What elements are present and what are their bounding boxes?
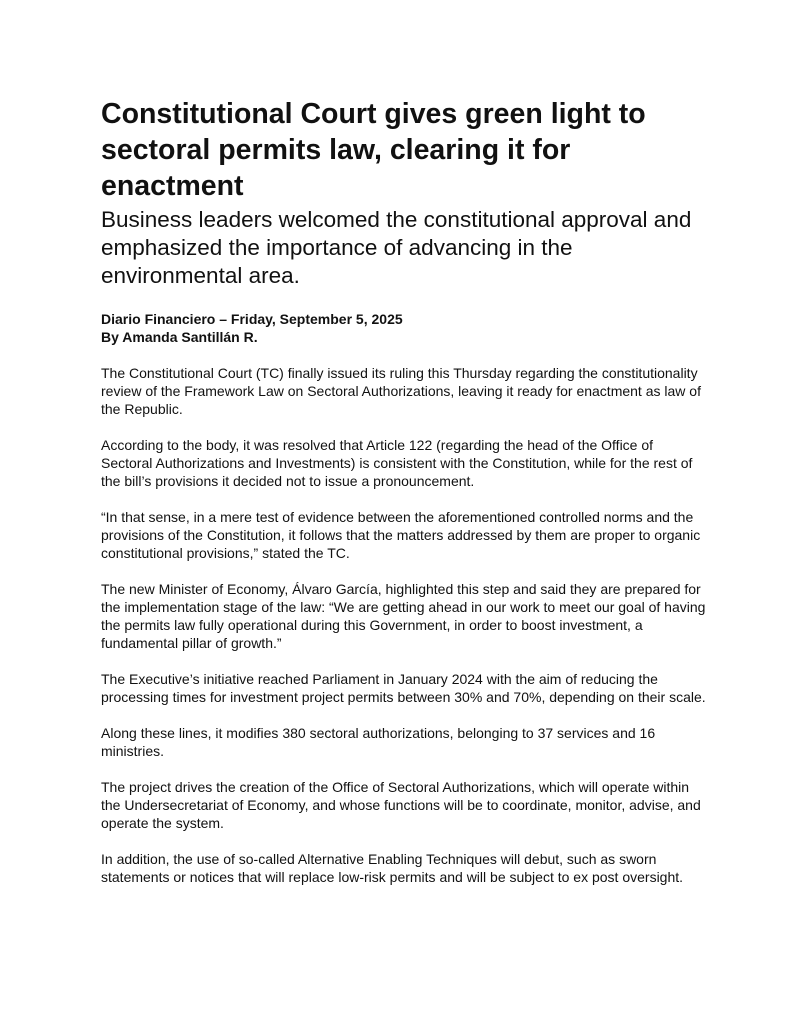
byline: By Amanda Santillán R.: [101, 329, 258, 345]
paragraph: According to the body, it was resolved that Article 122 (regarding the head of the Office of Sectoral Authorizations and Investments) is consistent with the Constitution, while for the rest of the bill’s provisions it decided not to issue a pronouncement.: [101, 437, 693, 489]
paragraph: Along these lines, it modifies 380 sectoral authorizations, belonging to 37 services and 16 ministries.: [101, 725, 656, 759]
paragraph: “In that sense, in a mere test of evidence between the aforementioned controlled norms and the provisions of the Constitution, it follows that the matters addressed by them are proper to organic constitutional provisions,” stated the TC.: [101, 509, 701, 561]
paragraph: The project drives the creation of the Office of Sectoral Authorizations, which will operate within the Undersecretariat of Economy, and whose functions will be to coordinate, monitor, advise, and operate the system.: [101, 779, 701, 831]
article-meta: [101, 310, 707, 346]
article-subtitle: Business leaders welcomed the constitutional approval and emphasized the importance of advancing in the environmental area.: [101, 207, 692, 288]
source-line: Diario Financiero – Friday, September 5, 2025: [101, 311, 403, 327]
paragraph: The Executive’s initiative reached Parliament in January 2024 with the aim of reducing the processing times for investment project permits between 30% and 70%, depending on their scale.: [101, 671, 706, 705]
paragraph: The Constitutional Court (TC) finally issued its ruling this Thursday regarding the constitutionality review of the Framework Law on Sectoral Authorizations, leaving it ready for enactment as law of the Republic.: [101, 365, 701, 417]
paragraph: In addition, the use of so-called Alternative Enabling Techniques will debut, such as sworn statements or notices that will replace low-risk permits and will be subject to ex post oversight.: [101, 851, 684, 885]
paragraph: The new Minister of Economy, Álvaro García, highlighted this step and said they are prepared for the implementation stage of the law: “We are getting ahead in our work to meet our goal of having the permits law fully operational during this Government, in order to boost investment, a fundamental pillar of growth.”: [101, 581, 706, 651]
article: [101, 96, 707, 886]
article-title: Constitutional Court gives green light to sectoral permits law, clearing it for enactment: [101, 98, 646, 202]
